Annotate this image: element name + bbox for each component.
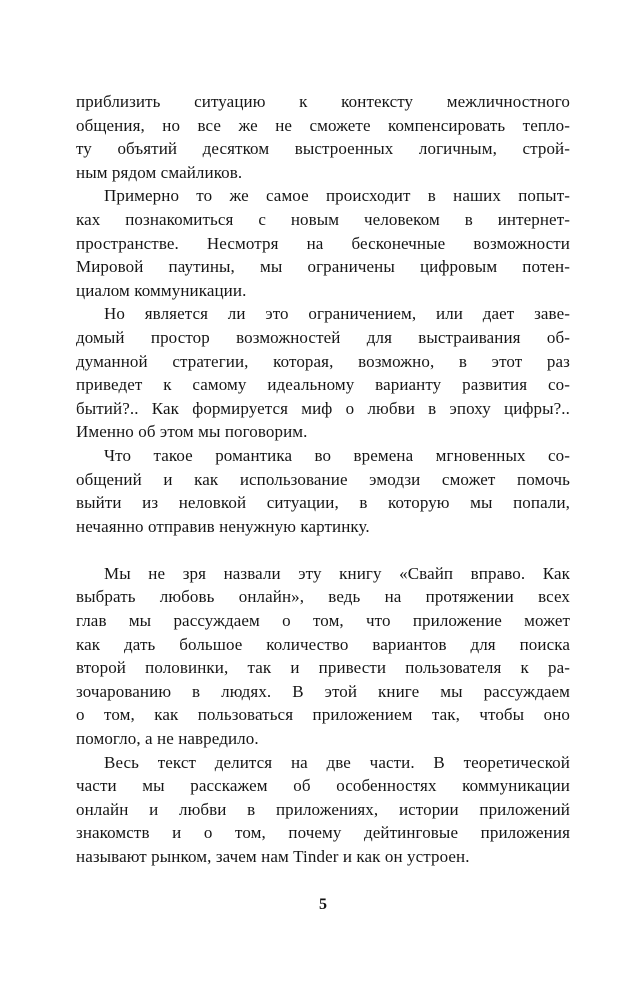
text-line: Что такое романтика во времена мгновенных со- (104, 445, 570, 465)
text-line: общения, но все же не сможете компенсировать тепло- (76, 115, 570, 135)
paragraph (76, 184, 570, 302)
text-line: выйти из неловкой ситуации, в которую мы попали, (76, 493, 570, 513)
text-line: знакомств и о том, почему дейтинговые приложения (76, 823, 570, 843)
text-line: о том, как пользоваться приложением так, чтобы оно (76, 705, 570, 725)
text-line: пространстве. Несмотря на бесконечные возможности (76, 233, 570, 253)
paragraph (76, 90, 570, 184)
text-line: ту объятий десятком выстроенных логичным, строй- (76, 139, 570, 159)
text-line: выбрать любовь онлайн», ведь на протяжении всех (76, 587, 570, 607)
text-line: второй половинки, так и привести пользователя к ра- (76, 658, 570, 678)
text-line: зочарованию в людях. В этой книге мы рассуждаем (76, 681, 570, 701)
paragraph (76, 751, 570, 869)
page-number: 5 (319, 896, 327, 913)
text-line: Мировой паутины, мы ограничены цифровым потен- (76, 257, 570, 277)
text-line: думанной стратегии, которая, возможно, в этот раз (76, 351, 570, 371)
text-line: нечаянно отправив ненужную картинку. (76, 516, 370, 536)
paragraph (76, 444, 570, 538)
text-line: домый простор возможностей для выстраивания об- (76, 327, 570, 347)
text-line: общений и как использование эмодзи сможет помочь (76, 469, 570, 489)
text-line: Примерно то же самое происходит в наших попыт- (104, 186, 570, 206)
text-line: помогло, а не навредило. (76, 729, 259, 749)
text-line: глав мы рассуждаем о том, что приложение может (76, 611, 570, 631)
text-line: циалом коммуникации. (76, 280, 247, 300)
paragraph (76, 302, 570, 444)
text-line: ным рядом смайликов. (76, 162, 243, 182)
text-line: Именно об этом мы поговорим. (76, 422, 308, 442)
text-line: бытий?.. Как формируется миф о любви в эпоху цифры?.. (76, 398, 570, 418)
text-line: Мы не зря назвали эту книгу «Свайп вправо. Как (104, 563, 570, 583)
text-line: ках познакомиться с новым человеком в интернет- (76, 209, 570, 229)
text-line: приблизить ситуацию к контексту межличностного (76, 92, 570, 111)
text-line: части мы расскажем об особенностях коммуникации (76, 776, 570, 796)
text-line: Но является ли это ограничением, или дает заве- (104, 304, 570, 324)
text-line: приведет к самому идеальному варианту развития со- (76, 375, 570, 395)
text-line: как дать большое количество вариантов для поиска (76, 634, 570, 654)
text-line: онлайн и любви в приложениях, истории приложений (76, 799, 570, 819)
paragraph (76, 562, 570, 751)
text-line: Весь текст делится на две части. В теоретической (104, 752, 570, 772)
text-line: называют рынком, зачем нам Tinder и как он устроен. (76, 847, 470, 866)
page-text (76, 90, 570, 869)
